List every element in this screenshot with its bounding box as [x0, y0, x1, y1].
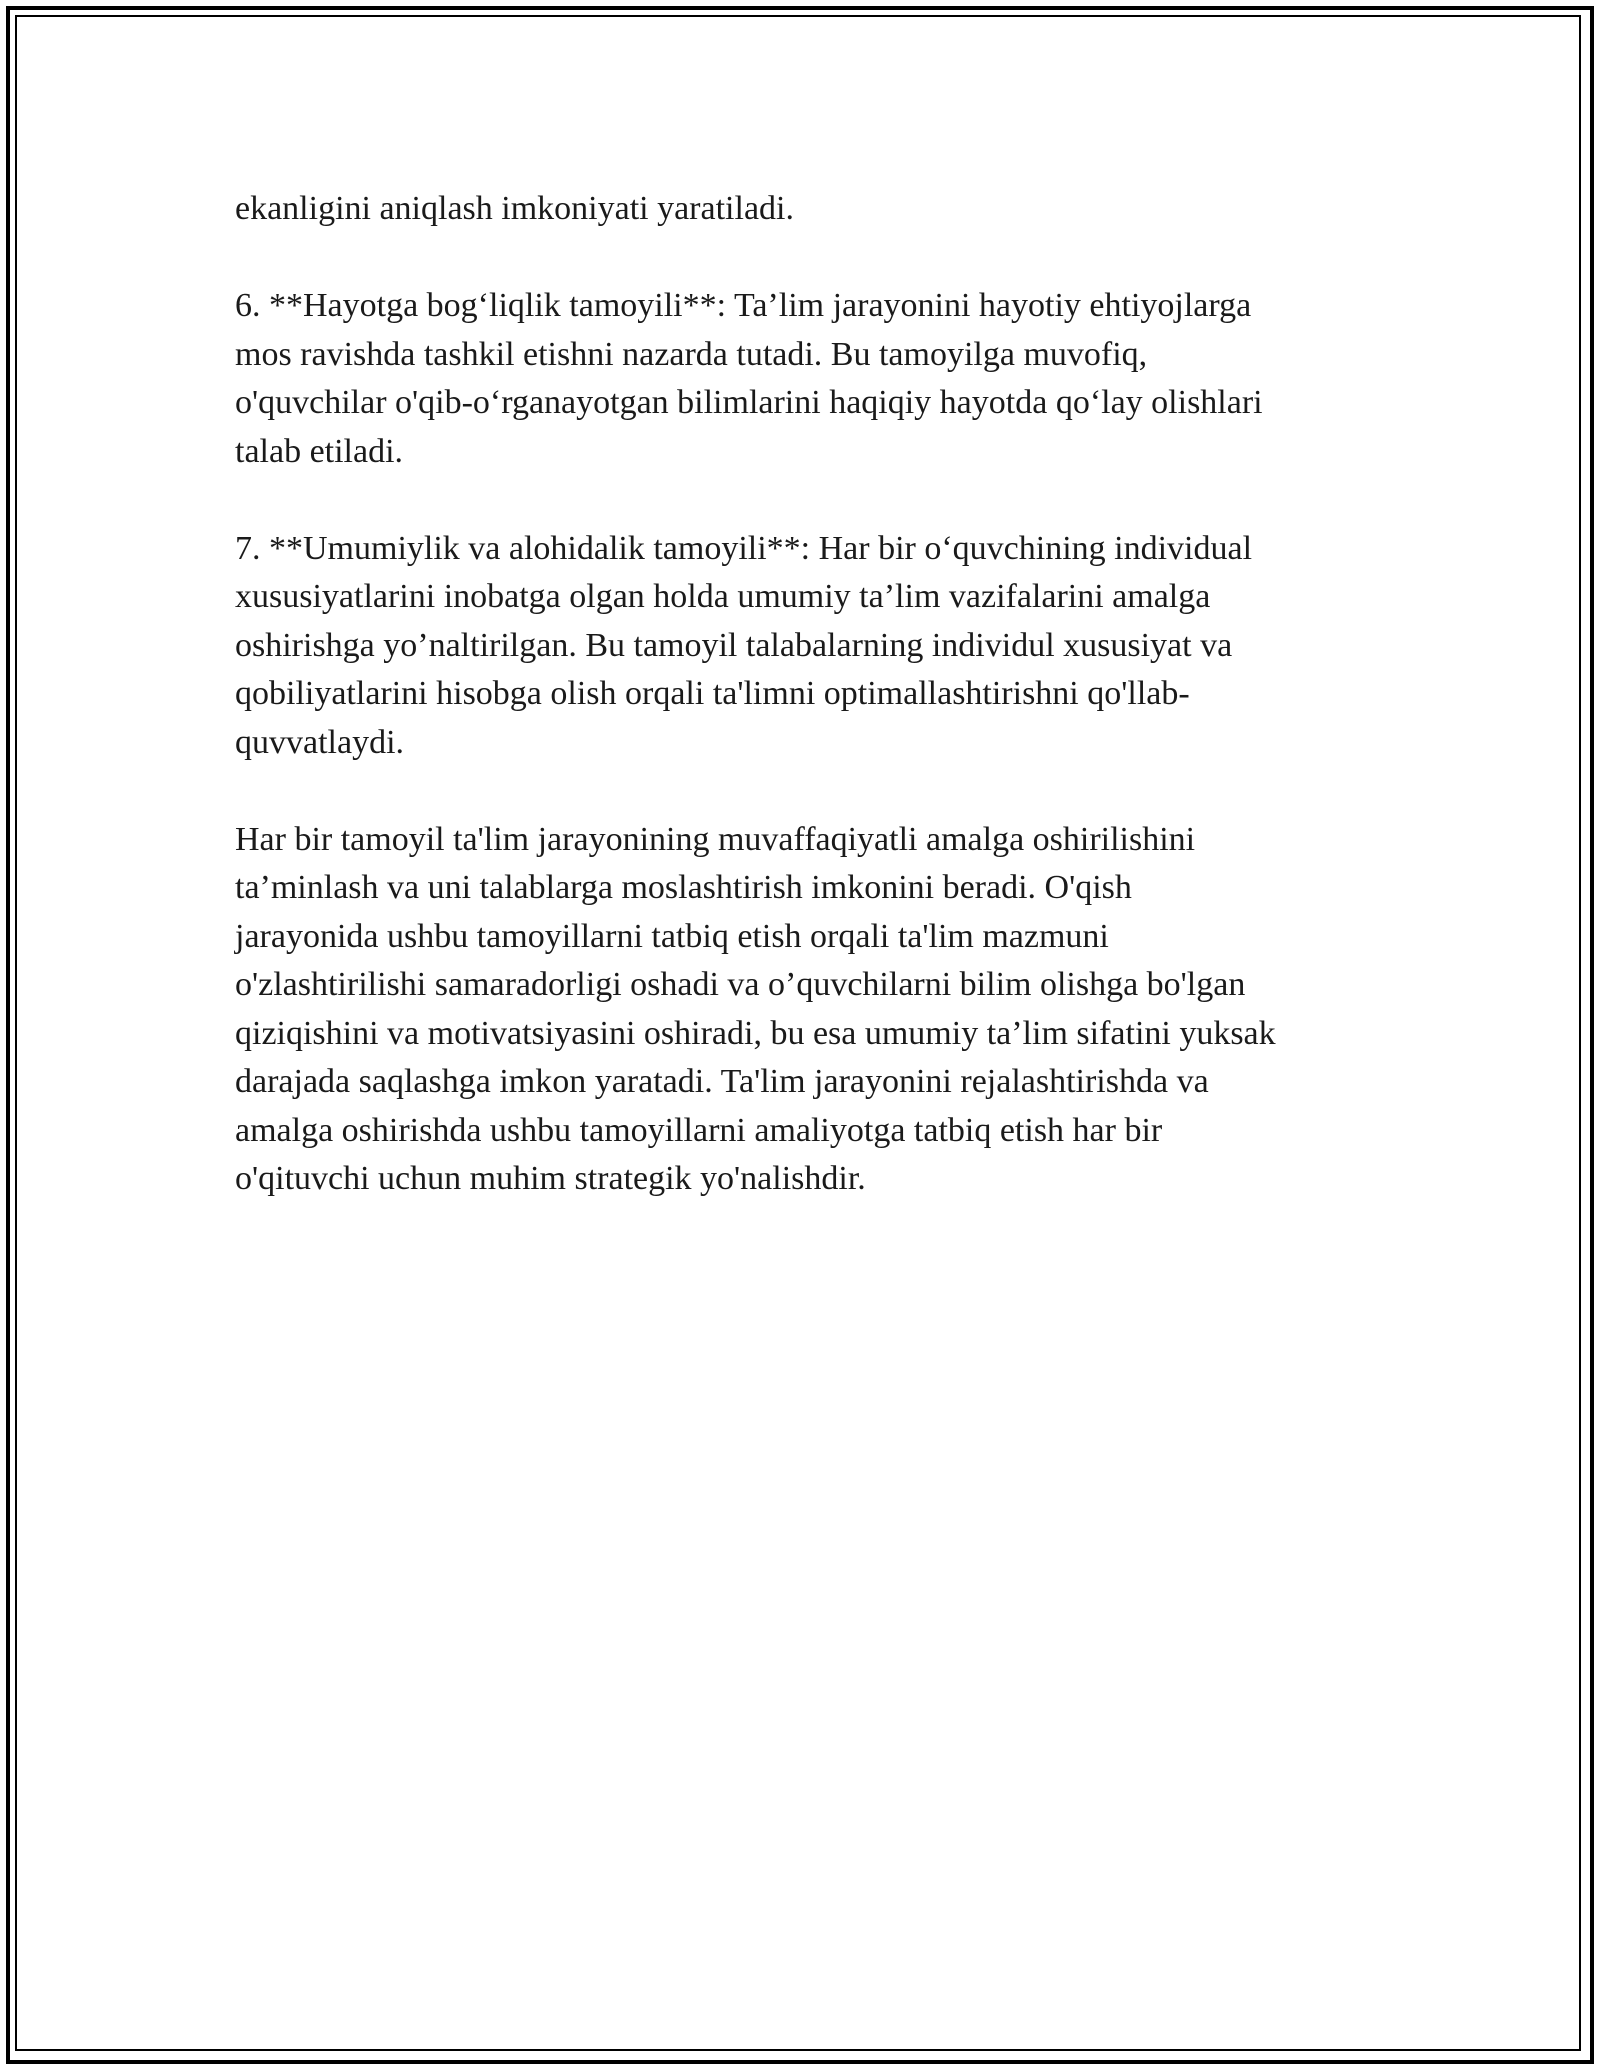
text-line: 7. **Umumiylik va alohidalik tamoyili**: Har bir o‘quvchining individual: [235, 529, 1253, 567]
text-line: mos ravishda tashkil etishni nazarda tutadi. Bu tamoyilga muvofiq,: [235, 335, 1148, 373]
text-line: qobiliyatlarini hisobga olish orqali ta'limni optimallashtirishni qo'llab-: [235, 675, 1190, 712]
paragraph-principle-6: [235, 282, 1365, 476]
text-line: ekanligini aniqlash imkoniyati yaratiladi.: [235, 190, 794, 227]
text-line: o'quvchilar o'qib-o‘rganayotgan bilimlarini haqiqiy hayotda qo‘lay olishlari: [235, 384, 1263, 421]
paragraph-principle-7: [235, 525, 1365, 768]
text-line: o'zlashtirilishi samaradorligi oshadi va o’quvchilarni bilim olishga bo'lgan: [235, 966, 1246, 1003]
text-line: 6. **Hayotga bog‘liqlik tamoyili**: Ta’lim jarayonini hayotiy ehtiyojlarga: [235, 287, 1252, 324]
text-line: quvvatlaydi.: [235, 723, 405, 761]
text-line: Har bir tamoyil ta'lim jarayonining muvaffaqiyatli amalga oshirilishini: [235, 820, 1196, 858]
text-line: qiziqishini va motivatsiyasini oshiradi, bu esa umumiy ta’lim sifatini yuksak: [235, 1014, 1276, 1052]
paragraph-conclusion: [235, 816, 1365, 1204]
paragraph-continuation: [235, 185, 1365, 234]
text-line: o'qituvchi uchun muhim strategik yo'nalishdir.: [235, 1160, 866, 1197]
text-line: amalga oshirishda ushbu tamoyillarni amaliyotga tatbiq etish har bir: [235, 1111, 1163, 1149]
text-line: jarayonida ushbu tamoyillarni tatbiq etish orqali ta'lim mazmuni: [235, 917, 1109, 955]
text-line: darajada saqlashga imkon yaratadi. Ta'lim jarayonini rejalashtirishda va: [235, 1063, 1209, 1100]
text-line: ta’minlash va uni talablarga moslashtirish imkonini beradi. O'qish: [235, 869, 1132, 906]
text-line: talab etiladi.: [235, 432, 404, 470]
text-line: oshirishga yo’naltirilgan. Bu tamoyil talabalarning individul xususiyat va: [235, 626, 1233, 664]
text-line: xususiyatlarini inobatga olgan holda umumiy ta’lim vazifalarini amalga: [235, 578, 1211, 615]
document-body: [235, 185, 1365, 1204]
